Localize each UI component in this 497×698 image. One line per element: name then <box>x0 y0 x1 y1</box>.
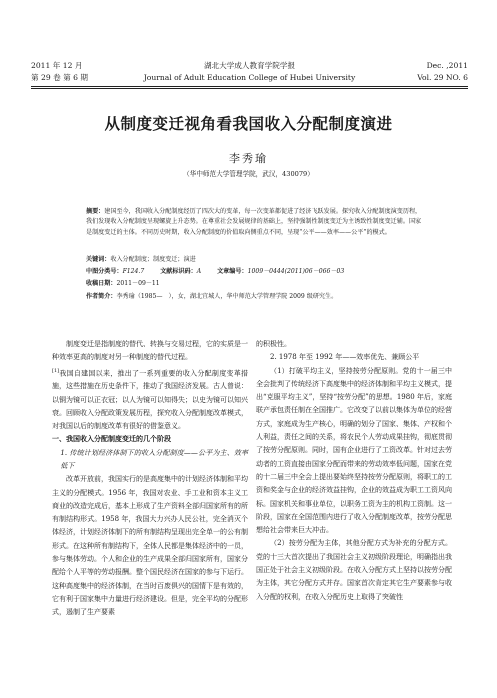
header-rule-thin <box>31 88 468 89</box>
subsection-heading: 2. 1978 年至 1992 年——效率优先、兼顾公平 <box>270 353 420 362</box>
author-bio <box>86 292 446 302</box>
keywords-label: 关键词： <box>86 256 111 263</box>
header-date-en: Dec. ,2011 <box>426 61 468 70</box>
paragraph: [1]我国自建国以来，推出了一系列重要的收入分配制度变革措施，这些措施在历史条件下，推动了我国经济发展。古人曾说：以铜为镜可以正衣冠；以人为镜可以知得失；以史为镜可以知兴衰。回顾收入分配政策发展历程，探究收入分配制度改革模式，对我国以后的制度改革有很好的借鉴意义。 <box>52 367 248 431</box>
bio-text: 李秀瑜（1985— ），女，湖北宜城人，华中师范大学管理学院 2009 级研究生。 <box>116 293 338 300</box>
classification-line <box>86 267 446 277</box>
body-column-right <box>256 338 452 604</box>
abstract-text: 建国至今，我国收入分配制度经历了四次大的变革，每一次变革都促进了经济飞跃发展。探究收入分配制度演变历程，我们发现收入分配制度呈现螺旋上升态势。在尊重社会发展规律的基础上，坚持强制性制度变迁为主诱致性制度变迁辅。国家是制度变迁的主体。不同历史时期，收入分配制度的价值取向侧重点不同，呈现“公平——效率——公平”的模式。 <box>86 208 422 236</box>
paragraph: （1）打破平均主义，坚持按劳分配原则。党的十一届三中全会批判了传统经济下高度集中的经济体制和平均主义模式，提出“克服平均主义”，坚持“按劳分配”的思想。1980 年后，家庭联产承包责任制在全国推广。它改变了以前以集体为单位的经营方式，家庭成为生产核心，明确的划分了国家、集体、产权和个人利益，责任之间的关系，将农民个人劳动成果挂钩，彻底贯彻了按劳分配原则。同时，国有企业进行了工资改革。针对过去劳动者的工资直接由国家分配而带来的劳动效率低问题，国家在党的十二届三中全会上提出要始终坚持按劳分配原则，将职工的工资和奖金与企业的经济效益挂钩，企业的效益成为职工工资风向标。国家机关和事业单位，以职务工资为主的机构工资制。这一阶段，国家在全国范围内进行了收入分配制度改革，按劳分配思想给社会带来巨大冲击。 <box>256 366 452 535</box>
header-journal-en: Journal of Adult Education College of Hubei University <box>143 73 356 82</box>
received-date <box>86 279 446 289</box>
abstract <box>86 207 426 238</box>
article-title: 从制度变迁视角看我国收入分配制度演进 <box>104 115 393 133</box>
header-volume-cn: 第 29 卷 第 6 期 <box>31 73 88 82</box>
subsection-heading: 1. 传统计划经济体制下的收入分配制度——公平为主、效率低下 <box>60 448 248 470</box>
clc-value: F124.7 <box>122 268 145 275</box>
paragraph: 制度变迁是指制度的替代、转换与交易过程，它的实质是一种效率更高的制度对另一种制度的替代过程。 <box>52 340 248 362</box>
received-label: 收稿日期： <box>86 280 117 287</box>
header-rule <box>31 86 468 87</box>
author-name: 李秀瑜 <box>229 152 268 165</box>
paragraph: 的积极性。 <box>256 340 291 348</box>
art-value: 1009－0444(2011)06－066－03 <box>247 268 345 275</box>
header-volume-en: Vol. 29 NO. 6 <box>417 73 468 82</box>
doc-value: A <box>196 268 202 275</box>
section-heading: 一、我国收入分配制度变迁的几个阶段 <box>52 435 171 444</box>
clc-label: 中图分类号： <box>86 268 123 275</box>
body-column-left <box>52 338 248 620</box>
bio-label: 作者简介： <box>86 293 117 300</box>
keywords-text: 收入分配制度；制度变迁；演进 <box>110 256 196 263</box>
received-text: 2011－09－11 <box>116 280 160 287</box>
keywords <box>86 255 446 265</box>
art-label: 文章编号： <box>217 268 248 275</box>
doc-label: 文献标识码： <box>160 268 197 275</box>
author-affiliation: （华中师范大学管理学院，武汉，430079） <box>183 170 314 178</box>
abstract-label: 摘要： <box>86 208 105 215</box>
header-date-cn: 2011 年 12 月 <box>31 61 83 70</box>
paragraph: （2）按劳分配为主体，其他分配方式为补充的分配方式。党的十三大首次提出了我国社会主义初级阶段理论，明确指出我国正处于社会主义初级阶段。在收入分配方式上坚持以按劳分配为主体，其它分配方式并存。国家首次肯定其它生产要素参与收入分配的权利，在收入分配历史上取得了突破性 <box>256 539 452 601</box>
paragraph: 改革开放前，我国实行的是高度集中的计划经济体制和平均主义的分配模式。1956 年，我国对农业、手工业和资本主义工商业的改造完成后，基本上形成了生产资料全部归国家所有的所有制结构形式。1958 年，我国大力兴办人民公社，完全消灭个体经济，计划经济体制下的所有制结构呈现出完全单一的公有制形式。在这种所有制结构下，全体人民都是集体经济中的一员，参与集体劳动。个人和企业的生产成果全部归国家所有，国家分配给个人平等的劳动报酬。整个国民经济在国家的参与下运行。这种高度集中的经济体制，在当时百废俱兴的国情下是有效的，它有利于国家集中力量进行经济建设。但是，完全平均的分配形式，遏制了生产要素 <box>52 475 248 617</box>
header-journal-cn: 湖北大学成人教育学院学报 <box>203 61 296 70</box>
citation-marker: [1] <box>52 367 60 374</box>
